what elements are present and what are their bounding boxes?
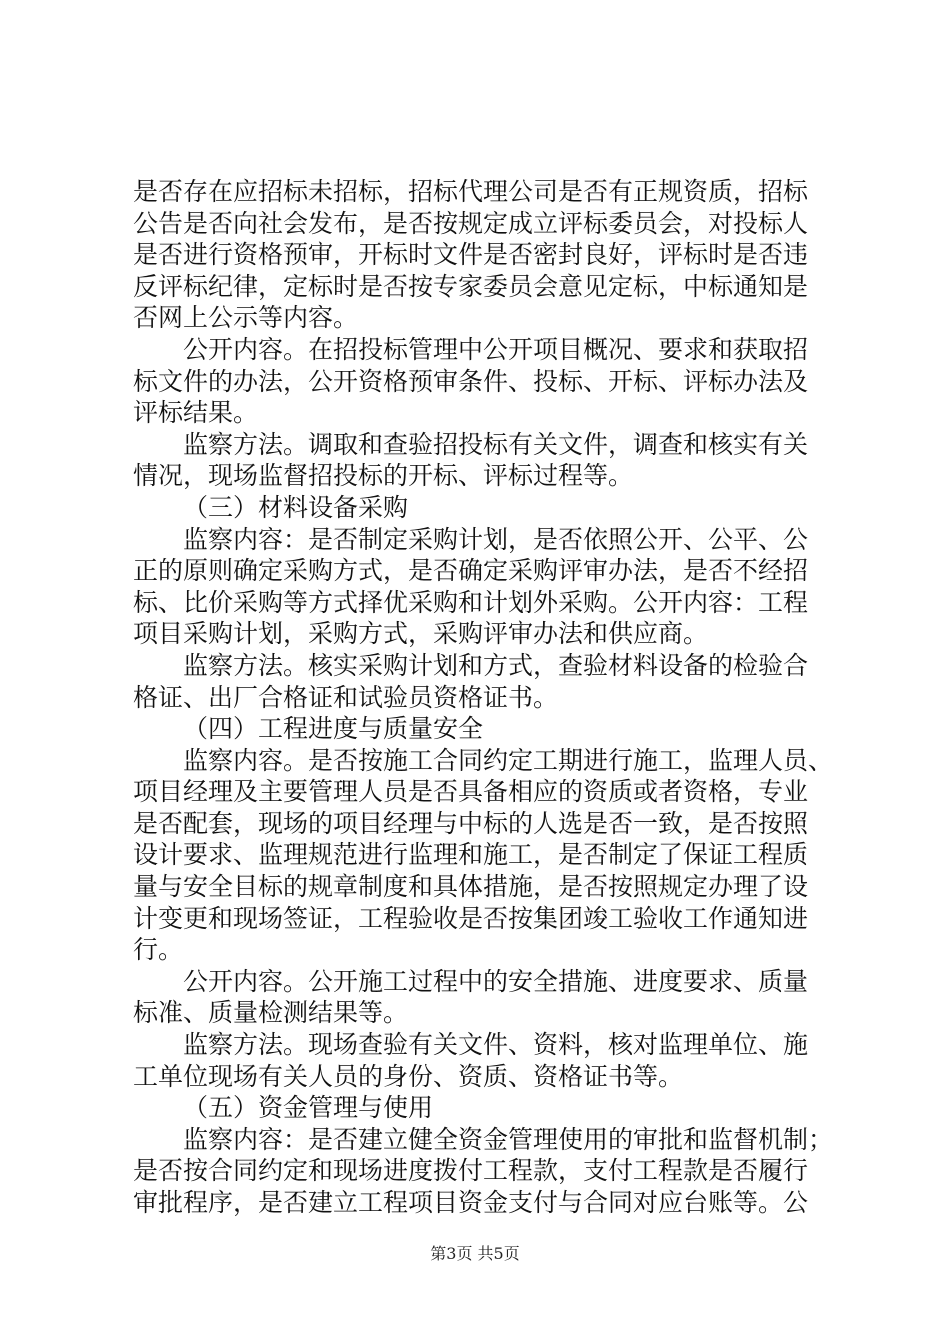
page-footer: 第3页 共5页 (430, 1244, 520, 1263)
text-line: 是否配套，现场的项目经理与中标的人选是否一致，是否按照 (133, 808, 809, 838)
text-line: 标、比价采购等方式择优采购和计划外采购。公开内容：工程 (133, 587, 809, 617)
text-line: 标文件的办法，公开资格预审条件、投标、开标、评标办法及 (133, 366, 809, 396)
text-line: 监察方法。调取和查验招投标有关文件，调查和核实有关 (183, 429, 809, 459)
text-line: 监察方法。现场查验有关文件、资料，核对监理单位、施 (183, 1030, 809, 1060)
text-line: 情况，现场监督招投标的开标、评标过程等。 (133, 461, 634, 491)
text-line: 否网上公示等内容。 (133, 303, 359, 333)
text-line: 计变更和现场签证，工程验收是否按集团竣工验收工作通知进 (133, 903, 809, 933)
body-text (133, 176, 833, 1219)
text-line: 正的原则确定采购方式，是否确定采购评审办法，是否不经招 (133, 556, 809, 586)
text-line: 项目经理及主要管理人员是否具备相应的资质或者资格，专业 (133, 777, 809, 807)
text-line: 监察内容：是否建立健全资金管理使用的审批和监督机制； (183, 1124, 834, 1154)
text-line: 公开内容。公开施工过程中的安全措施、进度要求、质量 (183, 966, 809, 996)
text-line: 监察内容：是否制定采购计划，是否依照公开、公平、公 (183, 524, 809, 554)
text-line: 量与安全目标的规章制度和具体措施，是否按照规定办理了设 (133, 872, 809, 902)
text-line: 是否按合同约定和现场进度拨付工程款，支付工程款是否履行 (133, 1156, 809, 1186)
text-line: 评标结果。 (133, 398, 259, 428)
text-line: 是否存在应招标未招标，招标代理公司是否有正规资质，招标 (133, 177, 809, 206)
text-line: 工单位现场有关人员的身份、资质、资格证书等。 (133, 1061, 684, 1091)
text-line: 行。 (133, 935, 184, 965)
text-line: 设计要求、监理规范进行监理和施工，是否制定了保证工程质 (133, 840, 809, 870)
text-line: （四）工程进度与质量安全 (183, 714, 484, 744)
text-line: 监察方法。核实采购计划和方式，查验材料设备的检验合 (183, 650, 809, 680)
text-line: （五）资金管理与使用 (183, 1093, 434, 1123)
text-line: 格证、出厂合格证和试验员资格证书。 (133, 682, 559, 712)
text-line: 反评标纪律，定标时是否按专家委员会意见定标，中标通知是 (133, 271, 809, 301)
text-line: 审批程序，是否建立工程项目资金支付与合同对应台账等。公 (133, 1188, 809, 1217)
text-line: 标准、质量检测结果等。 (133, 998, 409, 1028)
text-line: （三）材料设备采购 (183, 492, 409, 522)
text-line: 项目采购计划，采购方式，采购评审办法和供应商。 (133, 619, 709, 649)
text-line: 监察内容。是否按施工合同约定工期进行施工，监理人员、 (183, 745, 834, 775)
text-line: 公告是否向社会发布，是否按规定成立评标委员会，对投标人 (133, 208, 809, 238)
text-line: 公开内容。在招投标管理中公开项目概况、要求和获取招 (183, 334, 809, 364)
text-line: 是否进行资格预审，开标时文件是否密封良好，评标时是否违 (133, 240, 809, 270)
